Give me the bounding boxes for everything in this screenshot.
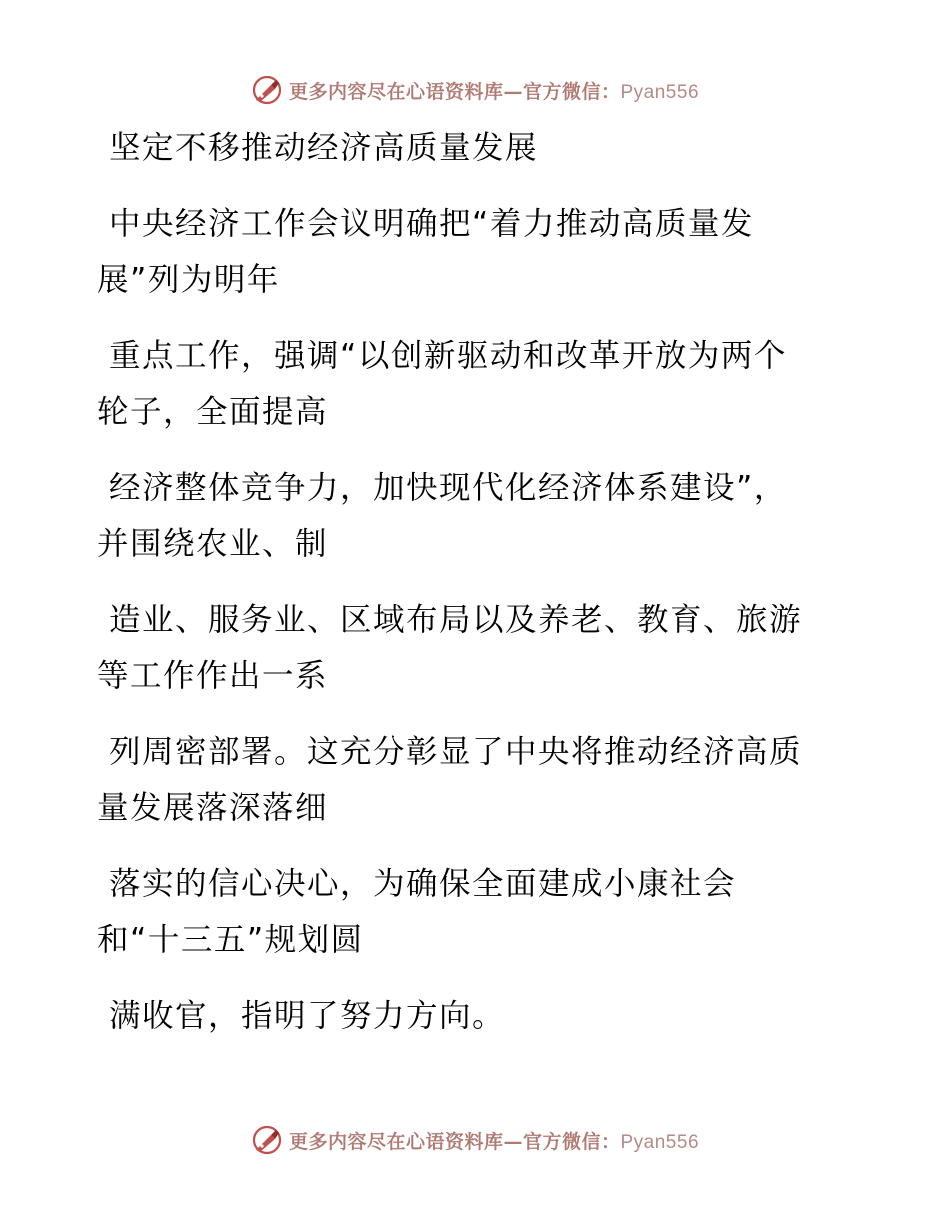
document-title <box>97 120 837 176</box>
paragraph <box>97 196 837 308</box>
paragraph <box>97 460 837 572</box>
paragraph-line: 重点工作，强调“以创新驱动和改革开放为两个 <box>109 338 787 374</box>
paragraph-line: 展”列为明年 <box>97 262 280 298</box>
banner-text: 更多内容尽在心语资料库—官方微信：Pyan556 <box>288 1130 700 1153</box>
paragraph-line: 量发展落深落细 <box>97 790 329 826</box>
paragraph <box>97 856 837 968</box>
header-banner <box>0 70 950 110</box>
document-body <box>97 120 837 1064</box>
paragraph-line: 中央经济工作会议明确把“着力推动高质量发 <box>109 206 754 242</box>
paragraph-line: 轮子，全面提高 <box>97 394 329 430</box>
paragraph-line: 满收官，指明了努力方向。 <box>109 998 506 1034</box>
paragraph-line: 落实的信心决心，为确保全面建成小康社会 <box>109 866 737 902</box>
paragraph-line: 和“十三五”规划圆 <box>97 922 364 958</box>
pen-logo-icon <box>251 1124 283 1156</box>
paragraph <box>97 328 837 440</box>
paragraph <box>97 592 837 704</box>
paragraph <box>97 988 837 1044</box>
banner-text: 更多内容尽在心语资料库—官方微信：Pyan556 <box>288 80 700 103</box>
wechat-id: Pyan556 <box>620 81 700 103</box>
paragraph-line: 经济整体竞争力，加快现代化经济体系建设”， <box>109 470 787 506</box>
title-text: 坚定不移推动经济高质量发展 <box>109 130 539 166</box>
pen-logo-icon <box>251 74 283 106</box>
paragraph-line: 列周密部署。这充分彰显了中央将推动经济高质 <box>109 734 803 770</box>
paragraph <box>97 724 837 836</box>
paragraph-line: 并围绕农业、制 <box>97 526 329 562</box>
footer-banner <box>0 1120 950 1160</box>
paragraph-line: 造业、服务业、区域布局以及养老、教育、旅游 <box>109 602 803 638</box>
paragraph-line: 等工作作出一系 <box>97 658 329 694</box>
wechat-id: Pyan556 <box>620 1131 700 1153</box>
